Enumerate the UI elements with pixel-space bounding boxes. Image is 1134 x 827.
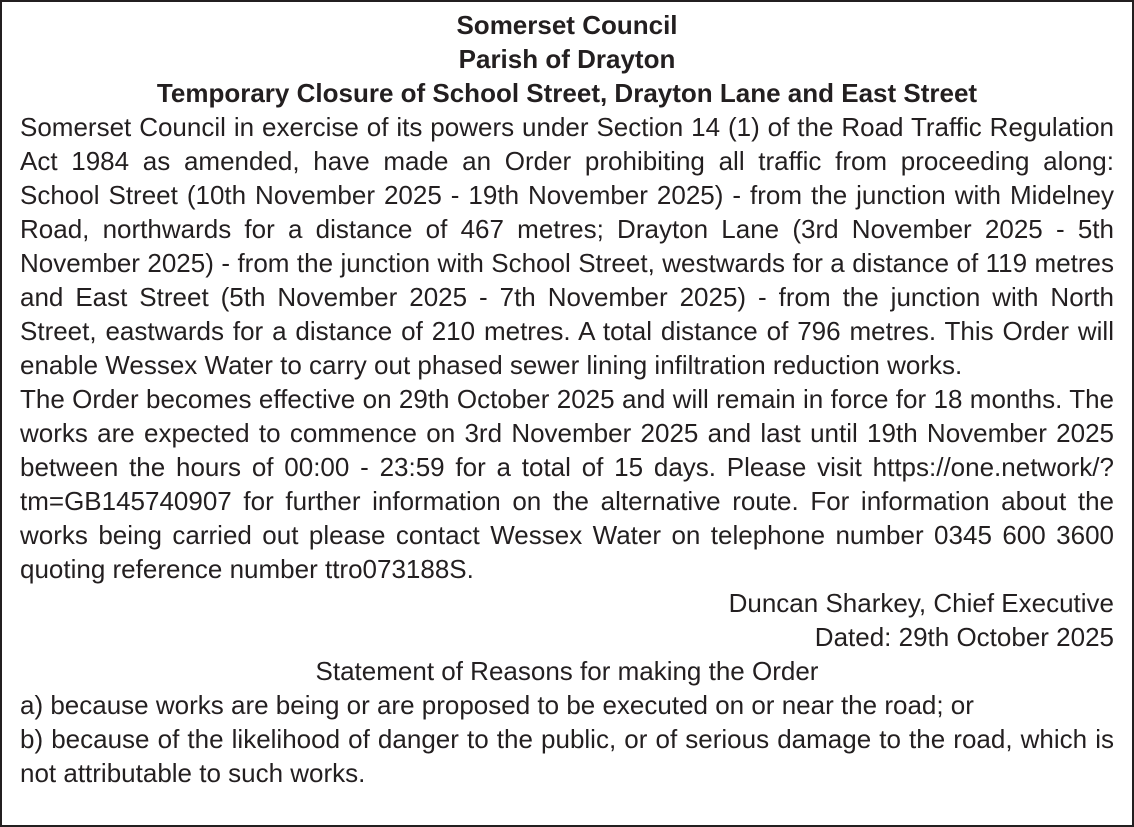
notice-title: Temporary Closure of School Street, Drayton Lane and East Street <box>156 78 978 108</box>
effective-paragraph: The Order becomes effective on 29th October 2025 and will remain in force for 18 months. The works are expected to commence on 3rd November 2025 and last until 19th November 2025 between the hours of 00:00 - 23:59 for a total of 15 days. Please visit https://one.network/?tm=GB145740907 for further information on the alternative route. For information about the works being carried out please contact Wessex Water on telephone number 0345 600 3600 quoting reference number ttro073188S. <box>20 384 1114 584</box>
parish-heading: Parish of Drayton <box>458 44 676 74</box>
dated-line: Dated: 29th October 2025 <box>814 622 1114 652</box>
reasons-heading: Statement of Reasons for making the Order <box>315 656 819 686</box>
reason-b: b) because of the likelihood of danger to the public, or of serious damage to the road, which is not attributable to such works. <box>20 724 1114 788</box>
order-paragraph: Somerset Council in exercise of its powers under Section 14 (1) of the Road Traffic Regulation Act 1984 as amended, have made an Order prohibiting all traffic from proceeding along: School Street (10th November 2025 - 19th November 2025) - from the junction with Midelney Road, northwards for a distance of 467 metres; Drayton Lane (3rd November 2025 - 5th November 2025) - from the junction with School Street, westwards for a distance of 119 metres and East Street (5th November 2025 - 7th November 2025) - from the junction with North Street, eastwards for a distance of 210 metres. A total distance of 796 metres. This Order will enable Wessex Water to carry out phased sewer lining infiltration reduction works. <box>20 112 1114 380</box>
signatory: Duncan Sharkey, Chief Executive <box>728 588 1114 618</box>
authority-heading: Somerset Council <box>456 10 678 40</box>
reason-a: a) because works are being or are proposed to be executed on or near the road; or <box>20 690 974 720</box>
